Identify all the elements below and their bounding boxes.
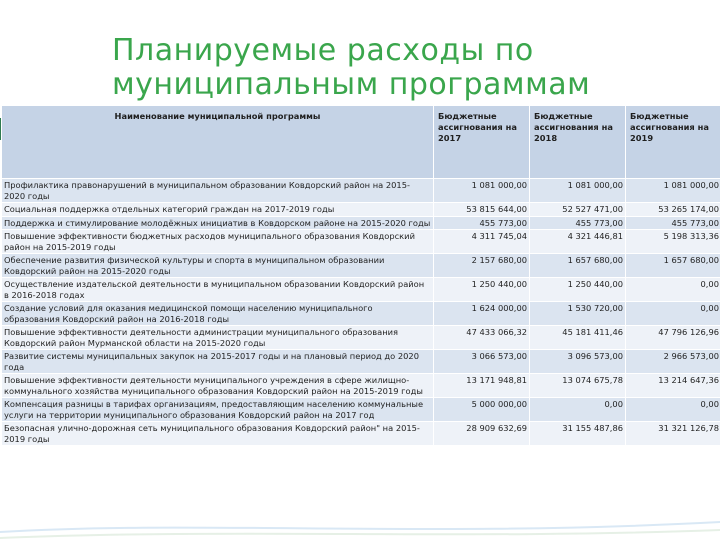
program-name-cell: Компенсация разницы в тарифах организациям, предоставляющим населению коммунальные услуги на территории муниципального образования Ковдорский район на 2017 год	[2, 398, 434, 422]
table-row	[2, 203, 720, 217]
program-name-cell: Поддержка и стимулирование молодёжных инициатив в Ковдорском районе на 2015-2020 годы	[2, 216, 434, 230]
program-name-cell: Повышение эффективности бюджетных расходов муниципального образования Ковдорский район на 2015-2019 годы	[2, 230, 434, 254]
budget-2018-cell: 31 155 487,86	[530, 422, 626, 446]
budget-2017-cell: 28 909 632,69	[434, 422, 530, 446]
budget-2017-cell: 3 066 573,00	[434, 350, 530, 374]
table-row	[2, 179, 720, 203]
budget-2018-cell: 0,00	[530, 398, 626, 422]
budget-2018-cell: 45 181 411,46	[530, 326, 626, 350]
budget-2019-cell: 0,00	[626, 398, 720, 422]
table-row	[2, 326, 720, 350]
budget-2017-cell: 1 081 000,00	[434, 179, 530, 203]
slide-title	[112, 34, 692, 102]
table-row	[2, 254, 720, 278]
budget-2017-cell: 1 624 000,00	[434, 302, 530, 326]
header-budget-2018: Бюджетные ассигнования на 2018	[530, 106, 626, 179]
budget-2017-cell: 455 773,00	[434, 216, 530, 230]
budget-2019-cell: 13 214 647,36	[626, 374, 720, 398]
table-body	[2, 179, 720, 446]
budget-2018-cell: 455 773,00	[530, 216, 626, 230]
program-name-cell: Безопасная улично-дорожная сеть муниципального образования Ковдорский район" на 2015-2019 годы	[2, 422, 434, 446]
program-name-cell: Развитие системы муниципальных закупок на 2015-2017 годы и на плановый период до 2020 года	[2, 350, 434, 374]
budget-2017-cell: 13 171 948,81	[434, 374, 530, 398]
budget-2018-cell: 1 657 680,00	[530, 254, 626, 278]
budget-2019-cell: 5 198 313,36	[626, 230, 720, 254]
decorative-footer-curves	[0, 500, 720, 540]
budget-2019-cell: 53 265 174,00	[626, 203, 720, 217]
program-name-cell: Повышение эффективности деятельности муниципального учреждения в сфере жилищно-коммунального хозяйства муниципального образования Ковдорский район на 2015-2019 годы	[2, 374, 434, 398]
table-row	[2, 230, 720, 254]
budget-2017-cell: 5 000 000,00	[434, 398, 530, 422]
budget-2018-cell: 1 250 440,00	[530, 278, 626, 302]
table-row	[2, 278, 720, 302]
budget-2019-cell: 1 657 680,00	[626, 254, 720, 278]
budget-2019-cell: 0,00	[626, 302, 720, 326]
budget-2018-cell: 13 074 675,78	[530, 374, 626, 398]
table-row	[2, 398, 720, 422]
header-budget-2019: Бюджетные ассигнования на 2019	[626, 106, 720, 179]
budget-2017-cell: 2 157 680,00	[434, 254, 530, 278]
header-budget-2017: Бюджетные ассигнования на 2017	[434, 106, 530, 179]
slide-title-line-1: Планируемые расходы по	[112, 33, 534, 68]
header-program-name: Наименование муниципальной программы	[2, 106, 434, 179]
budget-2019-cell: 47 796 126,96	[626, 326, 720, 350]
programs-table	[1, 105, 720, 446]
program-name-cell: Профилактика правонарушений в муниципальном образовании Ковдорский район на 2015-2020 годы	[2, 179, 434, 203]
budget-2017-cell: 47 433 066,32	[434, 326, 530, 350]
budget-2019-cell: 455 773,00	[626, 216, 720, 230]
budget-2018-cell: 1 081 000,00	[530, 179, 626, 203]
budget-2019-cell: 0,00	[626, 278, 720, 302]
budget-2017-cell: 1 250 440,00	[434, 278, 530, 302]
program-name-cell: Социальная поддержка отдельных категорий граждан на 2017-2019 годы	[2, 203, 434, 217]
budget-2019-cell: 1 081 000,00	[626, 179, 720, 203]
program-name-cell: Повышение эффективности деятельности администрации муниципального образования Ковдорский район Мурманской области на 2015-2020 годы	[2, 326, 434, 350]
table-row	[2, 422, 720, 446]
table-row	[2, 216, 720, 230]
budget-2018-cell: 1 530 720,00	[530, 302, 626, 326]
program-name-cell: Осуществление издательской деятельности в муниципальном образовании Ковдорский район в 2016-2018 годах	[2, 278, 434, 302]
table-row	[2, 374, 720, 398]
budget-2018-cell: 3 096 573,00	[530, 350, 626, 374]
program-name-cell: Создание условий для оказания медицинской помощи населению муниципального образования Ковдорский район на 2016-2018 годы	[2, 302, 434, 326]
budget-2019-cell: 31 321 126,78	[626, 422, 720, 446]
budget-2018-cell: 4 321 446,81	[530, 230, 626, 254]
budget-2017-cell: 53 815 644,00	[434, 203, 530, 217]
table-row	[2, 350, 720, 374]
slide-title-line-2: муниципальным программам	[112, 67, 591, 102]
table-row	[2, 302, 720, 326]
budget-2019-cell: 2 966 573,00	[626, 350, 720, 374]
program-name-cell: Обеспечение развития физической культуры и спорта в муниципальном образовании Ковдорский район на 2015-2020 годы	[2, 254, 434, 278]
table-header-row	[2, 106, 720, 179]
budget-2017-cell: 4 311 745,04	[434, 230, 530, 254]
budget-2018-cell: 52 527 471,00	[530, 203, 626, 217]
